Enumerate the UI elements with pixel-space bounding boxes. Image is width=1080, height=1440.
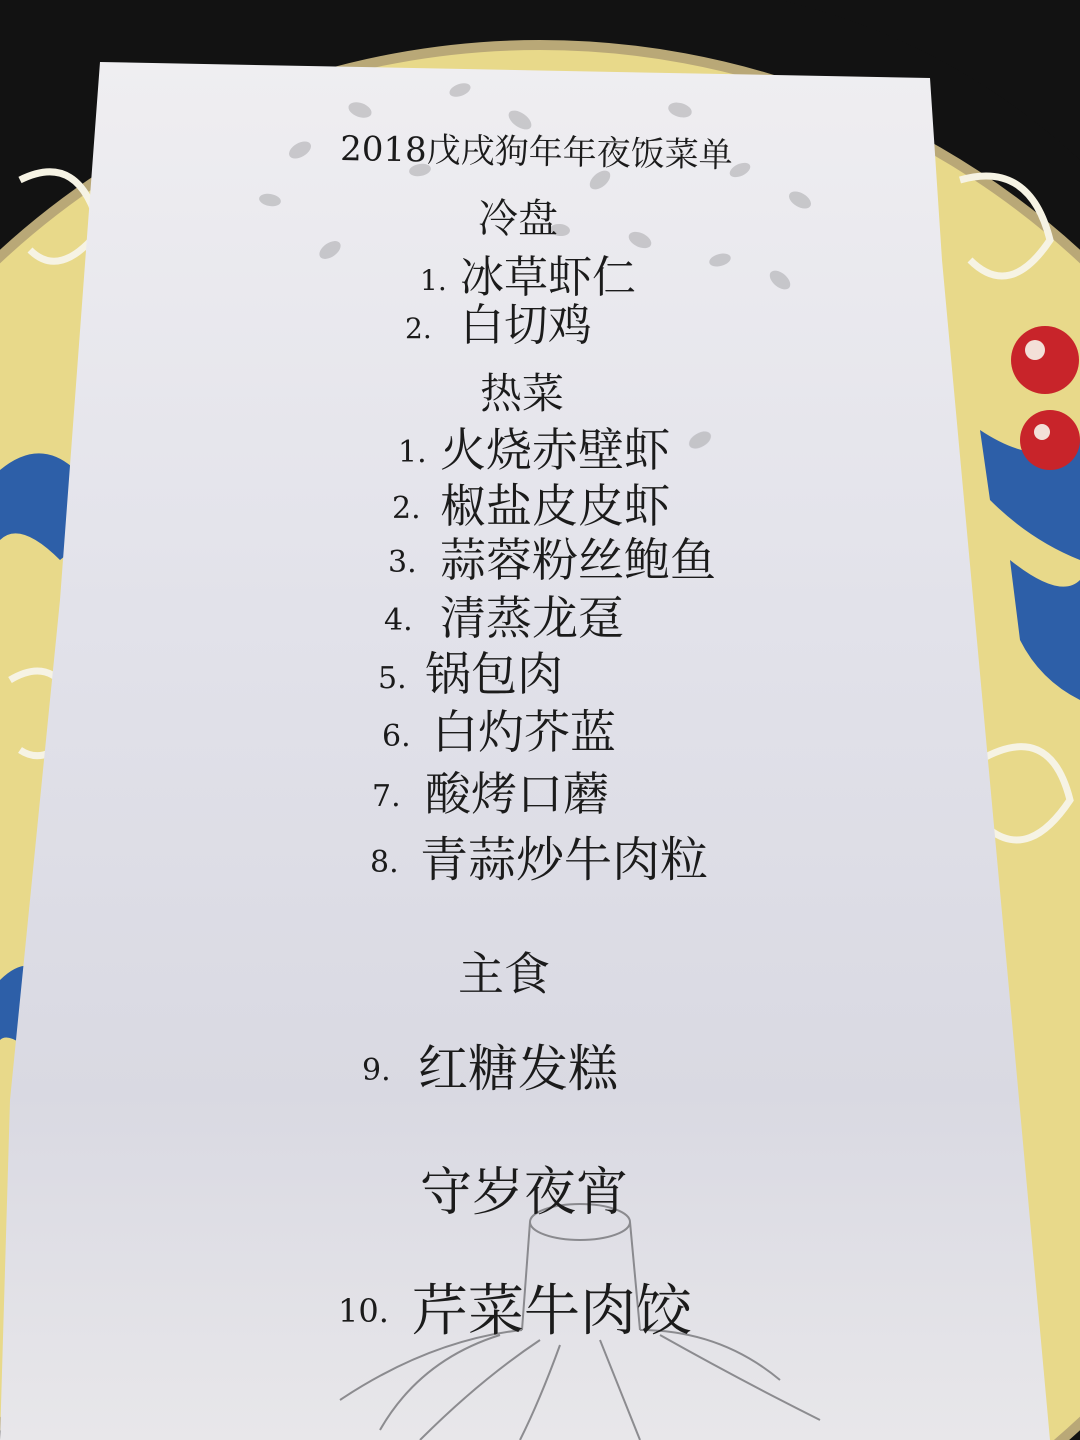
dish-name: 白灼芥蓝 — [432, 705, 616, 759]
item-number: 2. — [392, 491, 421, 526]
item-number: 1. — [398, 435, 427, 470]
section-heading: 冷盘 — [478, 196, 558, 242]
dish-name: 芹菜牛肉饺 — [412, 1279, 692, 1344]
menu-title: 2018戊戌狗年年夜饭菜单 — [339, 129, 734, 176]
item-number: 10. — [338, 1292, 389, 1330]
item-number: 8. — [370, 845, 399, 880]
dish-name: 蒜蓉粉丝鲍鱼 — [440, 533, 716, 587]
dish-name: 酸烤口蘑 — [425, 767, 609, 821]
section-heading: 守岁夜宵 — [420, 1163, 629, 1223]
item-number: 4. — [384, 603, 413, 638]
dish-name: 冰草虾仁 — [460, 252, 636, 303]
dish-name: 锅包肉 — [425, 647, 563, 701]
item-number: 1. — [420, 264, 447, 297]
item-number: 3. — [388, 545, 417, 580]
section-heading: 主食 — [458, 947, 550, 1001]
item-number: 6. — [382, 719, 411, 754]
item-number: 9. — [362, 1053, 391, 1088]
dish-name: 火烧赤壁虾 — [440, 423, 670, 477]
item-number: 2. — [405, 312, 432, 345]
dish-name: 清蒸龙趸 — [440, 591, 624, 645]
dish-name: 青蒜炒牛肉粒 — [420, 832, 709, 888]
item-number: 7. — [372, 779, 401, 814]
dish-name: 白切鸡 — [460, 300, 592, 351]
section-heading: 热菜 — [480, 369, 565, 418]
dish-name: 椒盐皮皮虾 — [440, 479, 670, 533]
item-number: 5. — [378, 661, 407, 696]
dish-name: 红糖发糕 — [418, 1040, 618, 1098]
